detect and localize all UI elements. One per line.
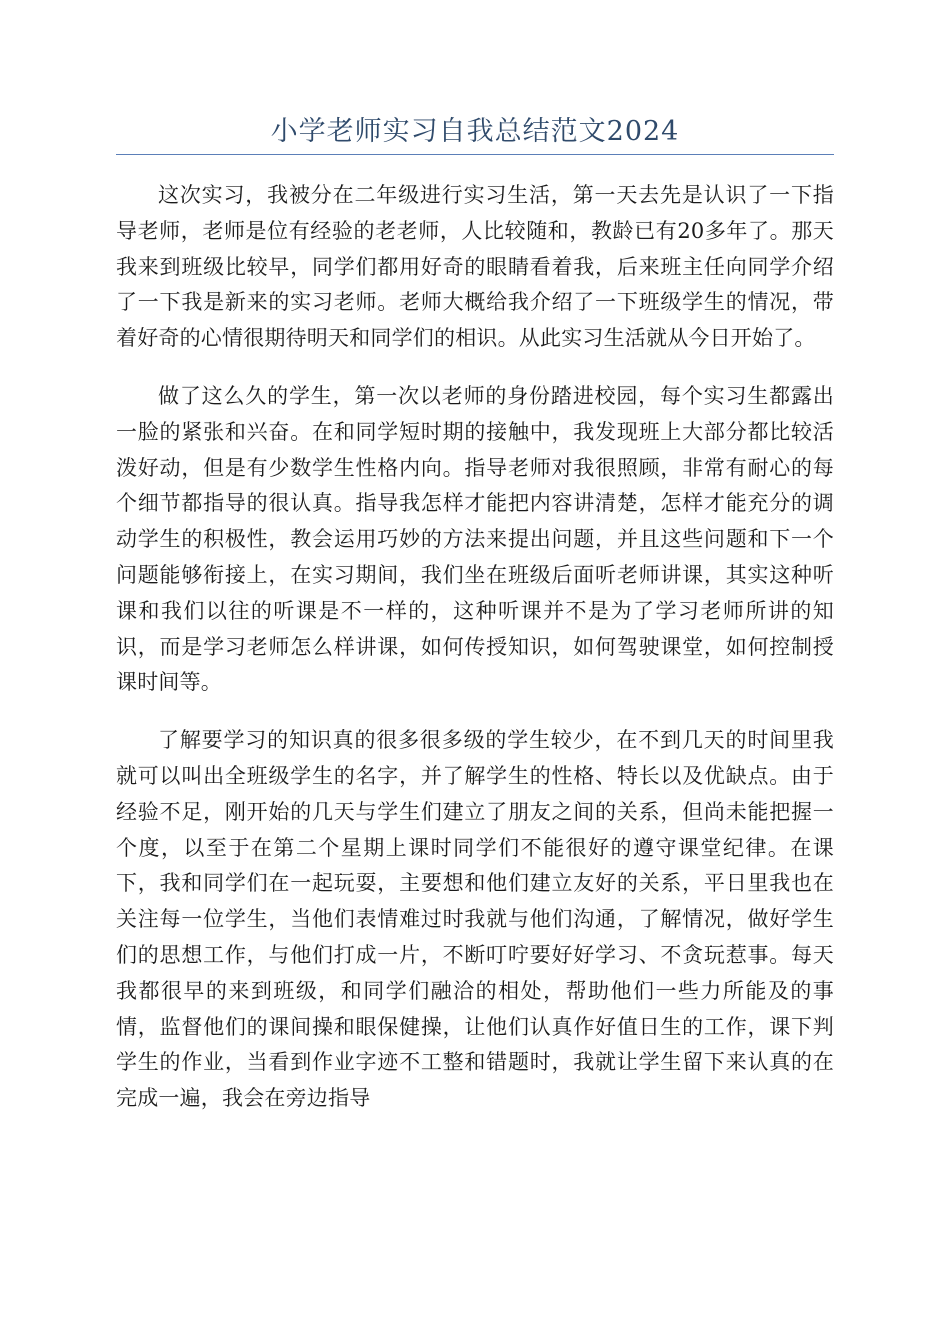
paragraph-1: 这次实习，我被分在二年级进行实习生活，第一天去先是认识了一下指导老师，老师是位有经验的老老师，人比较随和，教龄已有20多年了。那天我来到班级比较早，同学们都用好奇的眼睛看着我，后来班主任向同学介绍了一下我是新来的实习老师。老师大概给我介绍了一下班级学生的情况，带着好奇的心情很期待明天和同学们的相识。从此实习生活就从今日开始了。 (116, 183, 834, 351)
paragraph-3: 了解要学习的知识真的很多很多级的学生较少，在不到几天的时间里我就可以叫出全班级学生的名字，并了解学生的性格、特长以及优缺点。由于经验不足，刚开始的几天与学生们建立了朋友之间的关系，但尚未能把握一个度，以至于在第二个星期上课时同学们不能很好的遵守课堂纪律。在课下，我和同学们在一起玩耍，主要想和他们建立友好的关系，平日里我也在关注每一位学生，当他们表情难过时我就与他们沟通，了解情况，做好学生们的思想工作，与他们打成一片，不断叮咛要好好学习、不贪玩惹事。每天我都很早的来到班级，和同学们融洽的相处，帮助他们一些力所能及的事情，监督他们的课间操和眼保健操，让他们认真作好值日生的工作，课下判学生的作业，当看到作业字迹不工整和错题时，我就让学生留下来认真的在完成一遍，我会在旁边指导 (116, 728, 834, 1111)
document-title: 小学老师实习自我总结范文2024 (270, 116, 680, 147)
paragraph-2: 做了这么久的学生，第一次以老师的身份踏进校园，每个实习生都露出一脸的紧张和兴奋。在和同学短时期的接触中，我发现班上大部分都比较活泼好动，但是有少数学生性格内向。指导老师对我很照顾，非常有耐心的每个细节都指导的很认真。指导我怎样才能把内容讲清楚，怎样才能充分的调动学生的积极性，教会运用巧妙的方法来提出问题，并且这些问题和下一个问题能够衔接上，在实习期间，我们坐在班级后面听老师讲课，其实这种听课和我们以往的听课是不一样的，这种听课并不是为了学习老师所讲的知识，而是学习老师怎么样讲课，如何传授知识，如何驾驶课堂，如何控制授课时间等。 (116, 383, 834, 695)
title-underline (116, 154, 834, 155)
document-body (116, 178, 834, 1139)
